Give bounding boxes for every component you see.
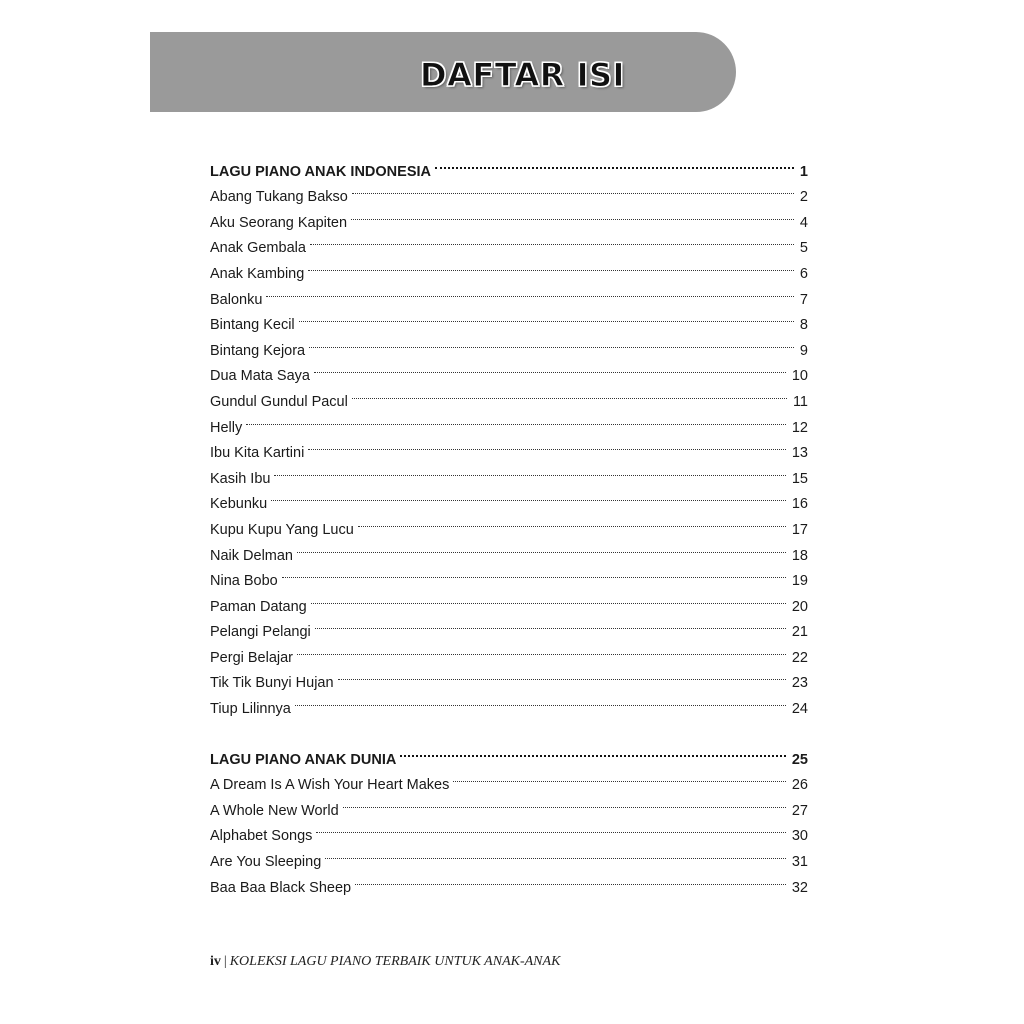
toc-entry-page-number: 21 xyxy=(791,624,808,641)
dot-leader xyxy=(351,201,794,227)
toc-entry[interactable] xyxy=(210,534,808,564)
toc-entry-title: Aku Seorang Kapiten xyxy=(210,214,348,231)
toc-entry-page-number: 4 xyxy=(799,214,808,231)
dot-leader xyxy=(338,662,786,688)
toc-entry-page-number: 15 xyxy=(791,470,808,487)
toc-entry-page-number: 31 xyxy=(791,854,808,871)
dot-leader xyxy=(311,585,786,611)
toc-entry-page-number: 18 xyxy=(791,547,808,564)
toc-entry[interactable] xyxy=(210,329,808,359)
toc-entry-title: Kupu Kupu Yang Lucu xyxy=(210,521,354,538)
dot-leader xyxy=(316,815,785,841)
dot-leader xyxy=(355,866,786,892)
dot-leader xyxy=(453,764,786,790)
footer-page-number: iv xyxy=(210,954,221,969)
toc-entry-page-number: 6 xyxy=(799,265,808,282)
toc-entry-page-number: 8 xyxy=(799,317,808,334)
toc-entry-page-number: 9 xyxy=(799,342,808,359)
footer-separator: | xyxy=(223,954,227,969)
toc-entry-page-number: 16 xyxy=(791,496,808,513)
dot-leader xyxy=(352,380,787,406)
toc-entry-title: Kebunku xyxy=(210,496,268,513)
toc-entry-title: Alphabet Songs xyxy=(210,828,313,845)
toc-entry-title: Dua Mata Saya xyxy=(210,368,310,385)
page-title: DAFTAR ISI xyxy=(420,56,625,94)
toc-entry-title: Tiup Lilinnya xyxy=(210,701,291,718)
toc-entry-page-number: 23 xyxy=(791,675,808,692)
toc-entry-page-number: 17 xyxy=(791,521,808,538)
dot-leader xyxy=(309,329,794,355)
toc-entry[interactable] xyxy=(210,304,808,334)
dot-leader xyxy=(435,150,794,176)
toc-entry[interactable] xyxy=(210,560,808,590)
dot-leader xyxy=(343,789,786,815)
table-of-contents xyxy=(210,150,808,896)
dot-leader xyxy=(297,534,786,560)
toc-entry-title: Bintang Kejora xyxy=(210,342,306,359)
toc-entry[interactable] xyxy=(210,585,808,615)
toc-entry-page-number: 22 xyxy=(791,649,808,666)
toc-section-heading[interactable] xyxy=(210,738,808,768)
toc-entry-title: Paman Datang xyxy=(210,598,307,615)
toc-entry[interactable] xyxy=(210,508,808,538)
toc-entry-title: Gundul Gundul Pacul xyxy=(210,393,348,410)
section-page-number: 25 xyxy=(791,751,808,768)
toc-entry[interactable] xyxy=(210,278,808,308)
toc-entry-title: Pergi Belajar xyxy=(210,649,294,666)
dot-leader xyxy=(274,457,785,483)
toc-entry-title: Baa Baa Black Sheep xyxy=(210,879,352,896)
section-page-number: 1 xyxy=(799,163,808,180)
toc-entry-page-number: 5 xyxy=(799,240,808,257)
page-footer xyxy=(210,954,560,970)
toc-entry[interactable] xyxy=(210,406,808,436)
toc-entry-title: A Dream Is A Wish Your Heart Makes xyxy=(210,777,450,794)
dot-leader xyxy=(358,508,786,534)
dot-leader xyxy=(308,252,794,278)
toc-entry[interactable] xyxy=(210,457,808,487)
toc-entry-title: Kasih Ibu xyxy=(210,470,271,487)
toc-entry-title: Tik Tik Bunyi Hujan xyxy=(210,675,334,692)
toc-entry[interactable] xyxy=(210,662,808,692)
toc-entry-title: Pelangi Pelangi xyxy=(210,624,311,641)
dot-leader xyxy=(271,483,786,509)
dot-leader xyxy=(295,687,786,713)
toc-entry-title: Nina Bobo xyxy=(210,573,278,590)
dot-leader xyxy=(308,432,786,458)
toc-section xyxy=(210,150,808,718)
dot-leader xyxy=(310,227,794,253)
toc-entry-title: Helly xyxy=(210,419,243,436)
toc-entry-title: A Whole New World xyxy=(210,802,339,819)
toc-section xyxy=(210,738,808,896)
toc-entry-title: Naik Delman xyxy=(210,547,293,564)
dot-leader xyxy=(297,636,786,662)
toc-entry-page-number: 27 xyxy=(791,802,808,819)
toc-entry-title: Bintang Kecil xyxy=(210,317,295,334)
toc-entry-page-number: 20 xyxy=(791,598,808,615)
toc-entry[interactable] xyxy=(210,687,808,718)
toc-entry-page-number: 26 xyxy=(791,777,808,794)
dot-leader xyxy=(282,560,786,586)
toc-entry-page-number: 2 xyxy=(799,189,808,206)
toc-section-heading[interactable] xyxy=(210,150,808,180)
toc-entry-title: Abang Tukang Bakso xyxy=(210,189,348,206)
dot-leader xyxy=(315,611,786,637)
toc-entry-page-number: 11 xyxy=(792,393,808,410)
dot-leader xyxy=(246,406,786,432)
toc-entry-title: Ibu Kita Kartini xyxy=(210,445,305,462)
toc-entry-title: Balonku xyxy=(210,291,263,308)
toc-entry[interactable] xyxy=(210,636,808,666)
dot-leader xyxy=(325,840,786,866)
toc-entry-title: Anak Kambing xyxy=(210,265,305,282)
toc-entry-page-number: 30 xyxy=(791,828,808,845)
toc-entry-page-number: 19 xyxy=(791,573,808,590)
toc-entry[interactable] xyxy=(210,483,808,513)
dot-leader xyxy=(400,738,786,764)
toc-entry-page-number: 10 xyxy=(791,368,808,385)
section-heading-label: LAGU PIANO ANAK DUNIA xyxy=(210,751,397,768)
toc-entry-title: Anak Gembala xyxy=(210,240,306,257)
footer-book-title: KOLEKSI LAGU PIANO TERBAIK UNTUK ANAK-ANAK xyxy=(229,954,561,969)
toc-entry-page-number: 32 xyxy=(791,879,808,896)
section-heading-label: LAGU PIANO ANAK INDONESIA xyxy=(210,163,431,180)
dot-leader xyxy=(352,176,794,202)
toc-entry-page-number: 24 xyxy=(791,701,808,718)
dot-leader xyxy=(266,278,794,304)
toc-entry-title: Are You Sleeping xyxy=(210,854,322,871)
dot-leader xyxy=(299,304,794,330)
toc-entry-page-number: 7 xyxy=(799,291,808,308)
toc-entry-page-number: 12 xyxy=(791,419,808,436)
toc-entry-page-number: 13 xyxy=(791,445,808,462)
dot-leader xyxy=(314,355,786,381)
toc-entry[interactable] xyxy=(210,432,808,462)
